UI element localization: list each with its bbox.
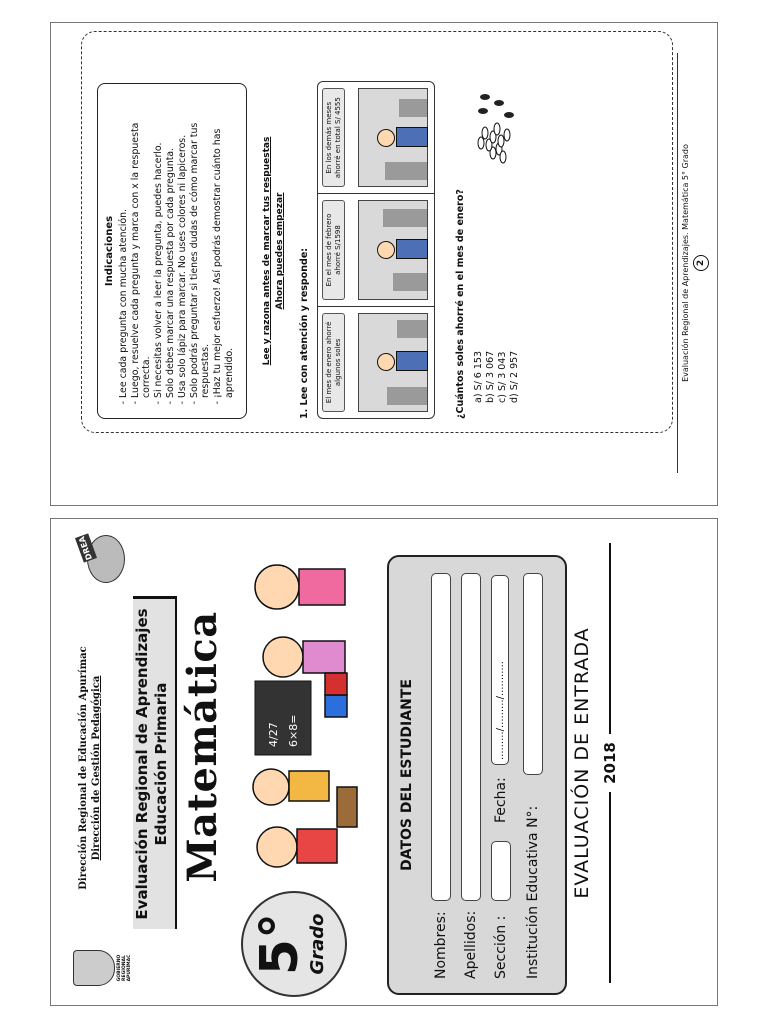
rule-left <box>609 792 611 983</box>
institucion-field[interactable] <box>523 573 543 775</box>
evaluation-banner <box>133 596 177 929</box>
page-2-content <box>51 23 717 503</box>
evaluation-title: Evaluación Regional de Aprendizajes <box>133 608 151 920</box>
child-body-icon <box>289 771 329 801</box>
question-text: ¿Cuántos soles ahorré en el mes de enero? <box>455 189 466 419</box>
scene-panel-3 <box>318 82 434 193</box>
page-2-panel <box>50 22 718 506</box>
student-data-form <box>387 555 567 995</box>
seccion-field[interactable] <box>491 841 511 901</box>
option-d[interactable]: d) S/ 2 957 <box>509 350 520 403</box>
option-a[interactable]: a) S/ 6 153 <box>473 351 484 403</box>
child-face-icon <box>253 769 289 805</box>
building-icon <box>387 387 427 405</box>
building-icon <box>383 209 427 227</box>
cover-panel <box>50 518 718 1006</box>
nombres-field[interactable] <box>431 573 451 901</box>
indicacion-item: - Luego, resuelve cada pregunta y marca con x la respuesta correcta. <box>130 94 154 398</box>
grade-number: 5° <box>250 912 310 976</box>
shield-icon <box>73 950 115 986</box>
child-face-icon <box>263 637 303 677</box>
apellidos-label: Apellidos: <box>463 910 479 979</box>
child-face-icon <box>255 565 299 609</box>
option-b[interactable]: b) S/ 3 067 <box>485 350 496 403</box>
child-body-icon <box>303 641 345 673</box>
scene-illustration <box>358 88 428 187</box>
seccion-label: Sección : <box>493 915 509 979</box>
instruction-heading <box>261 83 287 419</box>
boy-icon <box>377 241 428 259</box>
year: 2018 <box>601 742 619 784</box>
comic-strip <box>317 81 435 419</box>
scene-panel-2 <box>318 193 434 305</box>
rule-right <box>609 543 611 734</box>
building-icon <box>393 273 427 291</box>
indicaciones-title: Indicaciones <box>104 215 115 287</box>
institucion-label: Institución Educativa N°: <box>525 805 541 979</box>
board-line-1: 4/27 <box>267 722 280 747</box>
scene-panel-1 <box>318 306 434 418</box>
cover-content <box>51 519 717 1003</box>
building-icon <box>399 99 427 117</box>
year-line <box>601 543 619 983</box>
building-icon <box>385 162 427 180</box>
scene-caption: En los demás meses ahorré en total S/ 4555 <box>322 88 345 187</box>
education-level: Educación Primaria <box>152 682 170 846</box>
drea-logo <box>73 527 127 587</box>
subject-title: Matemática <box>179 611 226 883</box>
fecha-label: Fecha: <box>493 777 509 823</box>
apellidos-field[interactable] <box>461 573 481 901</box>
grade-badge <box>241 891 347 997</box>
evaluation-type: EVALUACIÓN DE ENTRADA <box>571 627 593 899</box>
institution-header <box>77 603 103 933</box>
indicacion-item: - Si necesitas volver a leer la pregunta, puedes hacerlo. <box>153 94 165 398</box>
board-line-2: 6×8= <box>287 714 300 747</box>
direccion-regional: Dirección Regional de Educación Apurímac <box>78 646 89 890</box>
indicacion-item: - Solo debes marcar una respuesta por cada pregunta. <box>165 94 177 398</box>
indicacion-item: - Usa solo lápiz para marcar. No uses colores ni lapiceros. <box>177 94 189 398</box>
indicaciones-box <box>97 83 247 419</box>
answer-options <box>473 351 521 403</box>
building-icon <box>397 320 427 338</box>
page-number: 2 <box>693 255 709 271</box>
block-icon <box>325 673 347 695</box>
abacus-icon <box>337 787 357 827</box>
indicacion-item: - ¡Haz tu mejor esfuerzo! Así podrás demostrar cuánto has aprendido. <box>212 94 236 398</box>
scene-caption: El mes de enero ahorré algunos soles <box>322 313 345 412</box>
nombres-label: Nombres: <box>433 911 449 979</box>
boy-icon <box>377 129 428 147</box>
child-body-icon <box>297 829 337 863</box>
scene-illustration <box>358 313 428 412</box>
gobierno-label: GOBIERNO REGIONAL APURÍMAC <box>117 954 132 982</box>
indicacion-item: - Lee cada pregunta con mucha atención. <box>118 94 130 398</box>
blackboard-icon <box>255 681 311 755</box>
question-1-prompt: 1. Lee con atención y responde: <box>299 247 310 419</box>
children-illustration <box>237 527 367 887</box>
drea-tag: DREA <box>75 533 97 562</box>
form-title: DATOS DEL ESTUDIANTE <box>399 679 415 871</box>
empezar-line: Ahora puedes empezar <box>275 192 285 310</box>
direccion-gestion: Dirección de Gestión Pedagógica <box>91 675 102 861</box>
indicacion-item: - Solo podrás preguntar si tienes dudas de cómo marcar tus respuestas. <box>189 94 213 398</box>
scene-illustration <box>358 200 428 299</box>
block-icon <box>325 695 347 717</box>
indicaciones-list <box>118 94 236 408</box>
grade-word: Grado <box>307 913 328 975</box>
child-body-icon <box>299 569 345 605</box>
coins-icon <box>463 83 523 173</box>
scene-caption: En el mes de febrero ahorré S/1598 <box>322 200 345 299</box>
page-footer: Evaluación Regional de Aprendizajes. Matemática 5° Grado <box>681 144 690 382</box>
boy-icon <box>377 353 428 371</box>
footer-rule <box>677 53 678 473</box>
gobierno-regional-logo <box>73 943 132 993</box>
lee-line: Lee y razona antes de marcar tus respuestas <box>262 136 272 366</box>
child-face-icon <box>257 827 297 867</box>
fecha-field[interactable]: ........./........./........... <box>491 575 509 765</box>
option-c[interactable]: c) S/ 3 043 <box>497 351 508 403</box>
